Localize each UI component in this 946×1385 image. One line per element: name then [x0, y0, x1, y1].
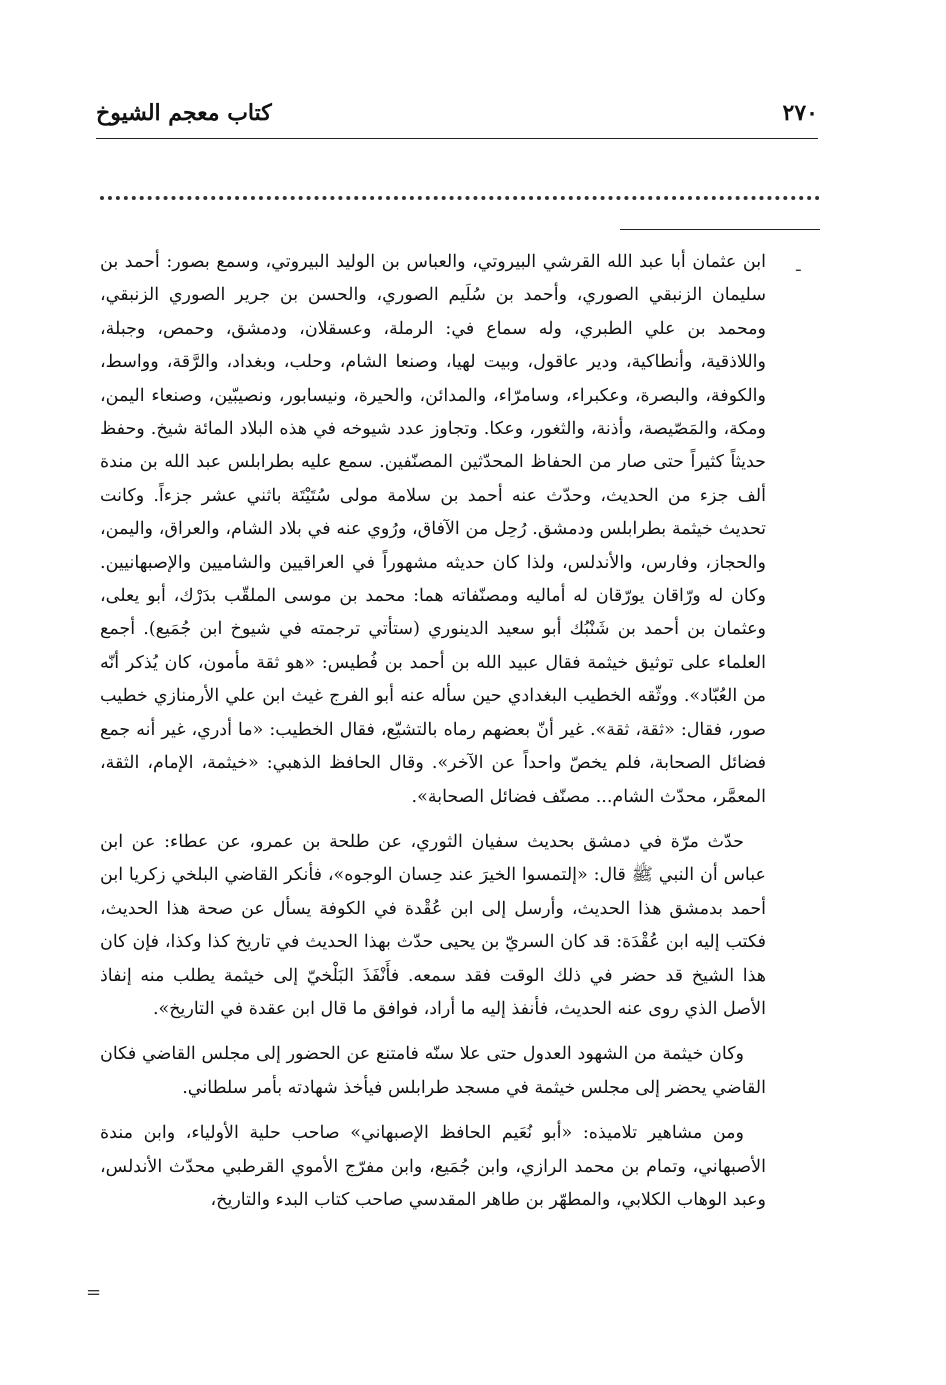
- running-title: كتاب معجم الشيوخ: [96, 100, 272, 126]
- dotted-separator: [100, 196, 820, 200]
- paragraph-2: حدّث مرّة في دمشق بحديث سفيان الثوري، عن طلحة بن عمرو، عن عطاء: عن ابن عباس أن النبي ﷺ قال: «إلتمسوا الخيرَ عند حِسان الوجوه»، فأنكر القاضي البلخي زكريا ابن أحمد بدمشق هذا الحديث، وأرسل إلى ابن عُقْدة في الكوفة يسأل عن صحة هذا الحديث، فكتب إليه ابن عُقْدَة: قد كان السريّ بن يحيى حدّث بهذا الحديث في تاريخ كذا وكذا، فإن كان هذا الشيخ قد حضر في ذلك الوقت فقد سمعه. فأَنْفَذَ البَلْخيّ إلى خيثمة يطلب منه إنفاذ الأصل الذي روى عنه الحديث، فأنفذ إليه ما أراد، فوافق ما قال ابن عقدة في التاريخ».: [100, 831, 766, 1019]
- page-number: ٢٧٠: [782, 100, 818, 126]
- page-header: [96, 96, 818, 136]
- header-rule: [96, 138, 818, 139]
- paragraph-4: ومن مشاهير تلاميذه: «أبو نُعَيم الحافظ الإصبهاني» صاحب حلية الأولياء، وابن مندة الأصبهاني، وتمام بن محمد الرازي، وابن جُمَيع، وابن مفرّج الأموي القرطبي محدّث الأندلس، وعبد الوهاب الكلابي، والمطهّر بن طاهر المقدسي صاحب كتاب البدء والتاريخ،: [100, 1123, 766, 1210]
- paragraph-3: وكان خيثمة من الشهود العدول حتى علا سنّه فامتنع عن الحضور إلى مجلس القاضي فكان القاضي يحضر إلى مجلس خيثمة في مسجد طرابلس فيأخذ شهادته بأمر سلطاني.: [100, 1044, 766, 1098]
- section-rule: [620, 229, 820, 230]
- body-text: [100, 246, 766, 1217]
- margin-mark-top: ـ: [796, 256, 801, 275]
- margin-mark-bottom: =: [86, 1282, 102, 1303]
- paragraph-1: ابن عثمان أبا عبد الله القرشي البيروتي، والعباس بن الوليد البيروتي، وسمع بصور: أحمد بن سليمان الزنبقي الصوري، وأحمد بن سُلَيم الصوري، والحسن بن جرير الصوري الزنبقي، ومحمد بن علي الطبري، وله سماع في: الرملة، وعسقلان، ودمشق، وحمص، وجبلة، واللاذقية، وأنطاكية، ودير عاقول، وبيت لهيا، وصنعا الشام، وحلب، وبغداد، والرَّقة، وواسط، والكوفة، والبصرة، وعكبراء، وسامرّاء، والمدائن، والحيرة، ونيسابور، ونصيبّين، وصنعاء اليمن، ومكة، والمَصّيصة، وأذنة، والثغور، وعكا. وتجاوز عدد شيوخه في هذه البلاد المائة شيخ. وحفظ حديثاً كثيراً حتى صار من الحفاظ المحدّثين المصنّفين. سمع عليه بطرابلس عبد الله بن مندة ألف جزء من الحديث، وحدّث عنه أحمد بن سلامة مولى سُتَيْتَة باثني عشر جزءاً. وكانت تحديث خيثمة بطرابلس ودمشق. رُحِل من الآفاق، ورُوي عنه في بلاد الشام، والعراق، واليمن، والحجاز، وفارس، والأندلس، ولذا كان حديثه مشهوراً في العراقيين والشاميين والإصبهانيين. وكان له ورّاقان يورّقان له أماليه ومصنّفاته هما: محمد بن موسى الملقّب بدَرْك، أبو يعلى، وعثمان بن أحمد بن شَنْبُك أبو سعيد الدينوري (ستأتي ترجمته في شيوخ ابن جُمَيع). أجمع العلماء على توثيق خيثمة فقال عبيد الله بن أحمد بن فُطيس: «هو ثقة مأمون، كان يُذكر أنّه من العُبّاد». ووثّقه الخطيب البغدادي حين سأله عنه أبو الفرج غيث ابن علي الأرمنازي خطيب صور، فقال: «ثقة، ثقة». غير أنّ بعضهم رماه بالتشيّع، فقال الخطيب: «ما أدري، غير أنه جمع فضائل الصحابة، فلم يخصّ واحداً عن الآخر». وقال الحافظ الذهبي: «خيثمة، الإمام، الثقة، المعمَّر، محدّث الشام... مصنّف فضائل الصحابة».: [100, 252, 766, 807]
